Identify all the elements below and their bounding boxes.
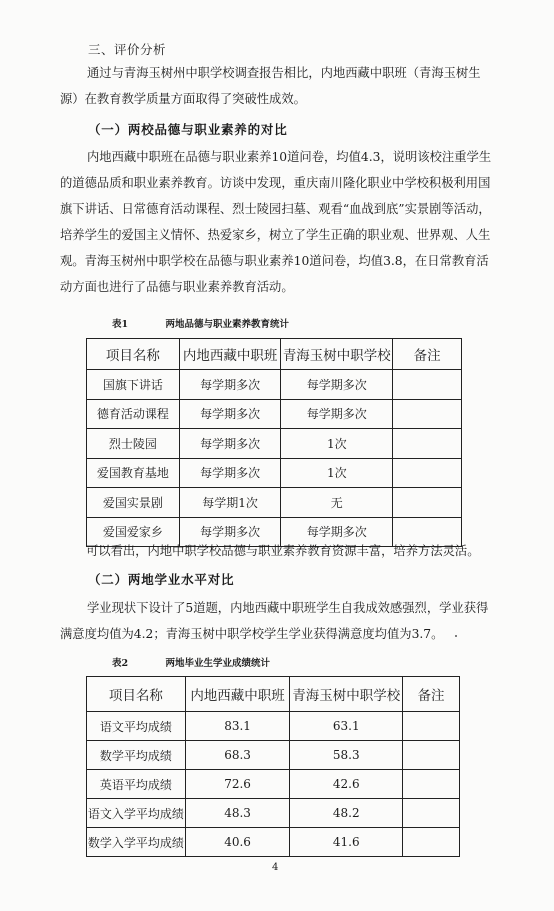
table1-caption: [112, 316, 289, 330]
table-cell: 每学期1次: [179, 488, 281, 518]
subsection-1-title: （一）两校品德与职业素养的对比: [88, 122, 288, 137]
table1-header: 内地西藏中职班: [179, 339, 281, 370]
table-row: [87, 429, 462, 459]
table-cell: 爱国爱家乡: [87, 517, 180, 547]
subsection-1-body: 内地西藏中职班在品德与职业素养10道问卷，均值4.3，说明该校注重学生的道德品质和职业素养教育。访谈中发现，重庆南川隆化职业中学校积极利用国旗下讲话、日常德育活动课程、烈士陵园扫墓、观看“血战到底”实景剧等活动，培养学生的爱国主义情怀、热爱家乡，树立了学生正确的职业观、世界观、人生观。青海玉树州中职学校在品德与职业素养10道问卷，均值3.8，在日常教育活动方面也进行了品德与职业素养教育活动。: [60, 150, 492, 294]
table-cell: 每学期多次: [179, 458, 281, 488]
table-row: [87, 488, 462, 518]
table-cell: 1次: [281, 429, 393, 459]
table-cell: 英语平均成绩: [87, 770, 186, 799]
table-cell: 83.1: [185, 712, 290, 741]
table-cell: 48.2: [290, 799, 403, 828]
table1-header: 备注: [393, 339, 462, 370]
table-cell: 72.6: [185, 770, 290, 799]
table-cell: 1次: [281, 458, 393, 488]
table-cell: [393, 458, 462, 488]
table-cell: 无: [281, 488, 393, 518]
table-row: [87, 399, 462, 429]
table-cell: 语文入学平均成绩: [87, 799, 186, 828]
table-cell: [393, 370, 462, 400]
table2-caption: [112, 655, 270, 669]
table-cell: 48.3: [185, 799, 290, 828]
table-cell: 爱国实景剧: [87, 488, 180, 518]
table-cell: [403, 712, 460, 741]
subsection-2-title: （二）两地学业水平对比: [88, 572, 235, 587]
table-cell: 每学期多次: [179, 370, 281, 400]
table-cell: 语文平均成绩: [87, 712, 186, 741]
speck-mark: [455, 635, 457, 637]
table-cell: 数学平均成绩: [87, 741, 186, 770]
table-row: [87, 370, 462, 400]
table1: [86, 338, 462, 547]
table-cell: 42.6: [290, 770, 403, 799]
table-cell: 58.3: [290, 741, 403, 770]
table2-header: 备注: [403, 677, 460, 712]
table2-header-row: [87, 677, 460, 712]
table-cell: 每学期多次: [281, 399, 393, 429]
table-cell: 40.6: [185, 828, 290, 857]
intro-paragraph: 通过与青海玉树州中职学校调查报告相比，内地西藏中职班（青海玉树生源）在教育教学质量方面取得了突破性成效。: [60, 66, 481, 106]
table-cell: 63.1: [290, 712, 403, 741]
table1-caption-number: 表1: [112, 319, 129, 330]
table2-header: 项目名称: [87, 677, 186, 712]
table-cell: 68.3: [185, 741, 290, 770]
table-cell: 每学期多次: [179, 517, 281, 547]
table-cell: 数学入学平均成绩: [87, 828, 186, 857]
table2-caption-text: 两地毕业生学业成绩统计: [165, 658, 270, 669]
table-row: [87, 712, 460, 741]
table-cell: [393, 399, 462, 429]
page-number: 4: [272, 862, 279, 873]
table2: [86, 676, 460, 857]
table-cell: 每学期多次: [281, 517, 393, 547]
table-cell: [403, 741, 460, 770]
table2-header: 青海玉树中职学校: [290, 677, 403, 712]
table-cell: [393, 488, 462, 518]
table1-header: 项目名称: [87, 339, 180, 370]
table1-conclusion: 可以看出，内地中职学校品德与职业素养教育资源丰富，培养方法灵活。: [86, 544, 480, 558]
table-cell: 烈士陵园: [87, 429, 180, 459]
section-title: 三、评价分析: [88, 42, 167, 57]
table-cell: [393, 429, 462, 459]
table-cell: [403, 799, 460, 828]
table-row: [87, 770, 460, 799]
table1-header-row: [87, 339, 462, 370]
table-cell: [403, 828, 460, 857]
table1-header: 青海玉树中职学校: [281, 339, 393, 370]
table2-caption-number: 表2: [112, 658, 129, 669]
table-row: [87, 828, 460, 857]
table2-header: 内地西藏中职班: [185, 677, 290, 712]
table-cell: 每学期多次: [281, 370, 393, 400]
table-cell: 41.6: [290, 828, 403, 857]
table-cell: 每学期多次: [179, 429, 281, 459]
table-cell: 爱国教育基地: [87, 458, 180, 488]
table-row: [87, 458, 462, 488]
table-cell: [403, 770, 460, 799]
table-row: [87, 799, 460, 828]
table-cell: 每学期多次: [179, 399, 281, 429]
table-cell: 国旗下讲话: [87, 370, 180, 400]
table-row: [87, 741, 460, 770]
table-cell: 德育活动课程: [87, 399, 180, 429]
subsection-2-body: 学业现状下设计了5道题，内地西藏中职班学生自我成效感强烈，学业获得满意度均值为4.2；青海玉树中职学校学生学业获得满意度均值为3.7。: [60, 601, 489, 641]
table1-caption-text: 两地品德与职业素养教育统计: [165, 319, 289, 330]
